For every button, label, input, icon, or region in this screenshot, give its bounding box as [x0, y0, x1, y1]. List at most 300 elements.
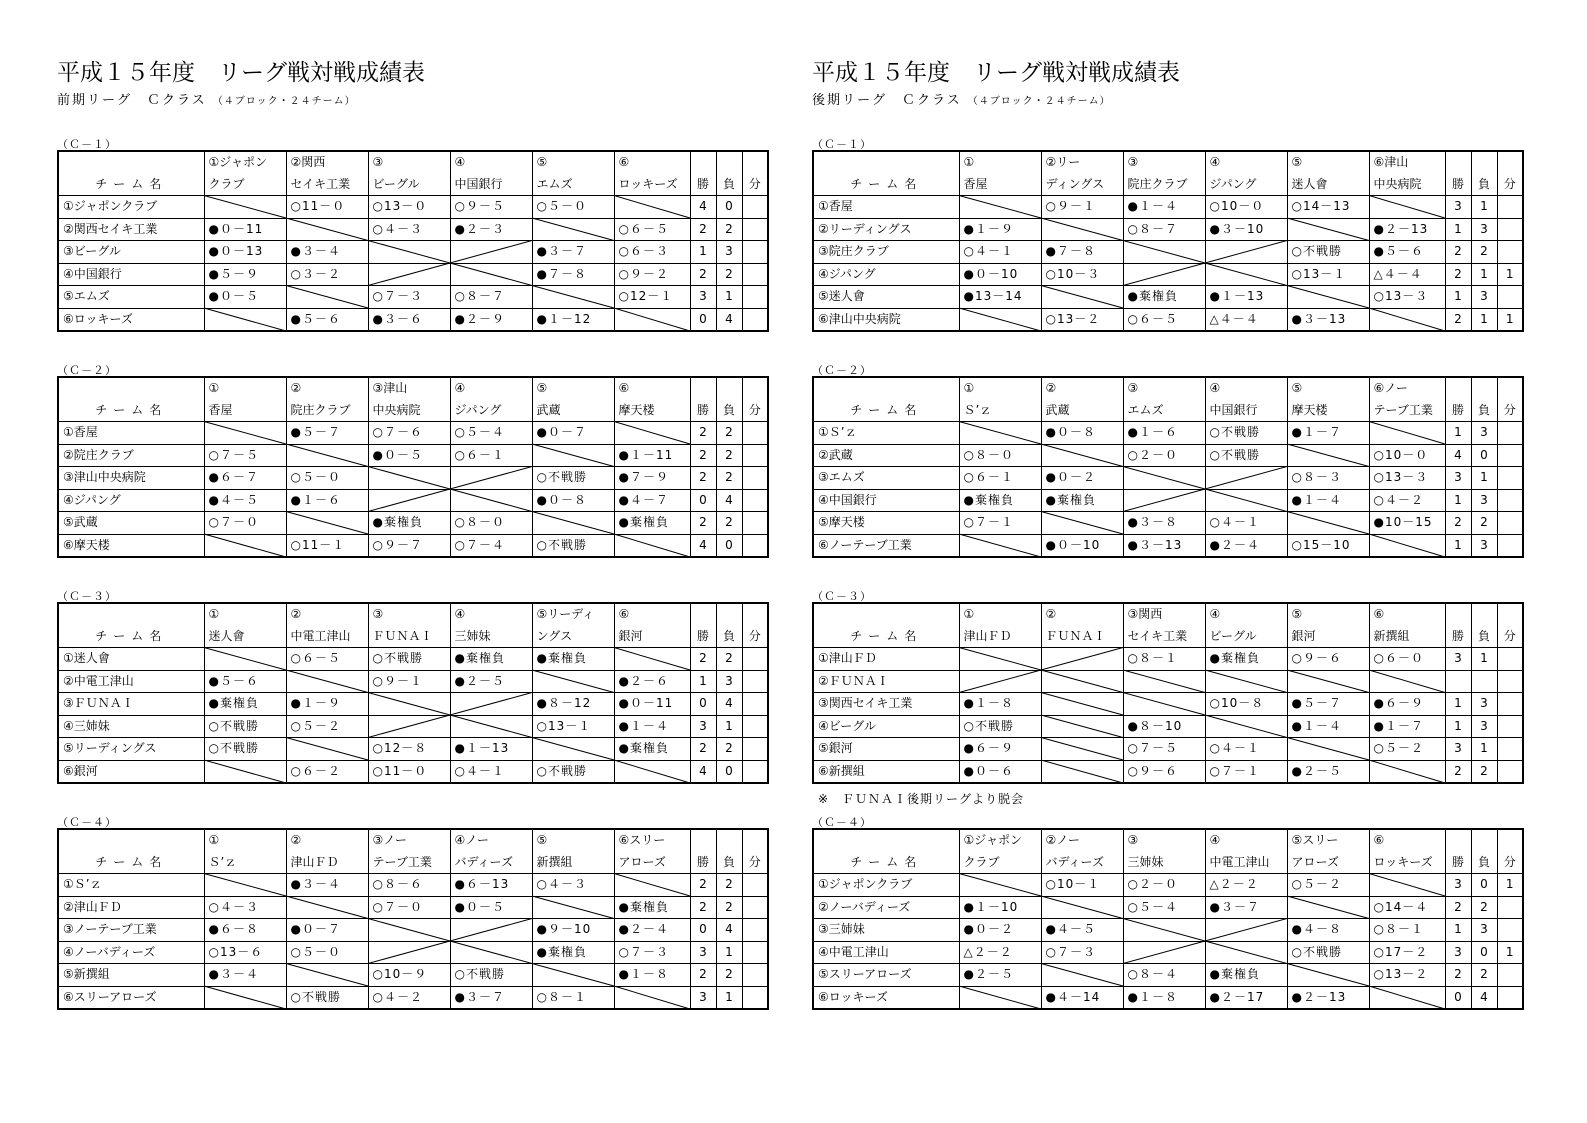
- match-result: ○５－４: [1123, 896, 1205, 919]
- results-table: [57, 602, 769, 784]
- block-label: （Ｃ－３）: [812, 590, 872, 603]
- table-row: [58, 534, 768, 557]
- losses-count: 2: [716, 218, 742, 241]
- match-result: ○９－５: [450, 196, 532, 219]
- match-result: ○不戦勝: [959, 715, 1041, 738]
- match-result: [1123, 241, 1205, 264]
- column-header-top: ⑤リーディ: [532, 603, 614, 626]
- match-result: [959, 308, 1041, 331]
- match-result: ○17－２: [1369, 941, 1445, 964]
- draws-count: [742, 693, 768, 716]
- match-result: ●２－６: [614, 670, 690, 693]
- match-result: ●２－４: [614, 919, 690, 942]
- draws-count: [1497, 196, 1523, 219]
- match-result: ○９－６: [1123, 760, 1205, 783]
- match-result: [1041, 512, 1123, 535]
- stat-header-top: [690, 603, 716, 626]
- draws-count: [1497, 964, 1523, 987]
- match-result: [450, 489, 532, 512]
- match-result: [1123, 467, 1205, 490]
- team-name: ①ジャポンクラブ: [58, 196, 204, 219]
- page-title: 平成１５年度 リーグ戦対戦成績表: [812, 60, 1180, 86]
- match-result: ○２－０: [1123, 874, 1205, 897]
- column-header-top: ④: [1205, 151, 1287, 174]
- team-name: ②津山ＦＤ: [58, 896, 204, 919]
- column-header-top: ⑥: [1369, 829, 1445, 852]
- match-result: [204, 196, 286, 219]
- match-result: [204, 422, 286, 445]
- team-name: ③関西セイキ工業: [813, 693, 959, 716]
- wins-count: 1: [1445, 286, 1471, 309]
- column-header-top: ②ノー: [1041, 829, 1123, 852]
- match-result: ●10－15: [1369, 512, 1445, 535]
- column-header-top: ⑥津山: [1369, 151, 1445, 174]
- wins-header: 勝: [1445, 626, 1471, 648]
- match-result: [532, 512, 614, 535]
- wins-count: 2: [690, 648, 716, 671]
- match-result: ○不戦勝: [532, 467, 614, 490]
- losses-count: 2: [716, 874, 742, 897]
- losses-count: 1: [716, 286, 742, 309]
- draws-count: [1497, 896, 1523, 919]
- match-result: ○５－４: [450, 422, 532, 445]
- match-result: ○４－３: [532, 874, 614, 897]
- draws-count: [1497, 534, 1523, 557]
- losses-count: 0: [716, 534, 742, 557]
- match-result: [368, 241, 450, 264]
- subtitle-main: 前期リーグ Ｃクラス: [57, 93, 207, 108]
- draws-count: [1497, 648, 1523, 671]
- team-name: ①津山ＦＤ: [813, 648, 959, 671]
- match-result: ○４－１: [1205, 738, 1287, 761]
- team-name: ⑤リーディングス: [58, 738, 204, 761]
- match-result: [286, 286, 368, 309]
- draws-count: 1: [1497, 941, 1523, 964]
- wins-count: 1: [1445, 693, 1471, 716]
- match-result: ○９－７: [368, 534, 450, 557]
- losses-header: 負: [716, 626, 742, 648]
- results-table: [812, 376, 1524, 558]
- losses-count: 2: [1471, 964, 1497, 987]
- stat-header-top: [1471, 829, 1497, 852]
- column-header-bottom: セイキ工業: [1123, 626, 1205, 648]
- wins-count: 4: [690, 196, 716, 219]
- match-result: [1123, 489, 1205, 512]
- team-name: ①迷人會: [58, 648, 204, 671]
- team-name: ②武蔵: [813, 444, 959, 467]
- match-result: ●５－６: [1369, 241, 1445, 264]
- draws-count: [742, 919, 768, 942]
- wins-count: 2: [1445, 241, 1471, 264]
- stat-header-top: [716, 151, 742, 174]
- table-row: [813, 874, 1523, 897]
- match-result: ○５－２: [1369, 738, 1445, 761]
- column-header-top: ④: [1205, 377, 1287, 400]
- match-result: [1369, 760, 1445, 783]
- draws-count: [742, 941, 768, 964]
- match-result: ●４－５: [1041, 919, 1123, 942]
- match-result: [286, 670, 368, 693]
- column-header-bottom: エムズ: [532, 174, 614, 196]
- match-result: ●棄権負: [959, 489, 1041, 512]
- withdrawal-note: ※ ＦＵＮＡＩ後期リーグより脱会: [818, 792, 1025, 806]
- block-label: （Ｃ－２）: [812, 364, 872, 377]
- match-result: [1205, 941, 1287, 964]
- match-result: ●０－５: [368, 444, 450, 467]
- match-result: ○13－２: [1369, 964, 1445, 987]
- wins-header: 勝: [1445, 174, 1471, 196]
- column-header-bottom: ジパング: [1205, 174, 1287, 196]
- losses-header: 負: [1471, 852, 1497, 874]
- wins-count: 3: [1445, 941, 1471, 964]
- column-header-top: ②: [1041, 603, 1123, 626]
- match-result: ●１－８: [959, 693, 1041, 716]
- match-result: [450, 263, 532, 286]
- draws-count: [1497, 986, 1523, 1009]
- match-result: [1287, 286, 1369, 309]
- match-result: ●棄権負: [532, 648, 614, 671]
- draws-count: [742, 444, 768, 467]
- draws-count: [1497, 444, 1523, 467]
- match-result: [1369, 196, 1445, 219]
- match-result: [204, 986, 286, 1009]
- match-result: ●０－６: [959, 760, 1041, 783]
- team-name: ⑥津山中央病院: [813, 308, 959, 331]
- name-header-top: [813, 603, 959, 626]
- match-result: ○７－３: [614, 941, 690, 964]
- column-header-bottom: ロッキーズ: [614, 174, 690, 196]
- losses-count: 0: [1471, 874, 1497, 897]
- match-result: ●１－７: [1369, 715, 1445, 738]
- losses-count: 1: [716, 986, 742, 1009]
- match-result: ○５－０: [286, 467, 368, 490]
- wins-count: 3: [1445, 196, 1471, 219]
- table-row: [813, 941, 1523, 964]
- column-header-top: ⑤: [532, 377, 614, 400]
- draws-header: 分: [742, 174, 768, 196]
- draws-count: [742, 896, 768, 919]
- table-row: [58, 196, 768, 219]
- results-table: [57, 828, 769, 1010]
- table-row: [58, 738, 768, 761]
- column-header-bottom: 津山ＦＤ: [286, 852, 368, 874]
- match-result: ●０－11: [614, 693, 690, 716]
- match-result: [1205, 670, 1287, 693]
- match-result: [959, 670, 1041, 693]
- match-result: ●１－８: [614, 964, 690, 987]
- table-row: [813, 196, 1523, 219]
- match-result: ●２－13: [1369, 218, 1445, 241]
- column-header-bottom: 津山ＦＤ: [959, 626, 1041, 648]
- losses-count: 2: [1471, 896, 1497, 919]
- column-header-top: ⑥: [1369, 603, 1445, 626]
- match-result: ●１－４: [1123, 196, 1205, 219]
- column-header-top: ②: [286, 377, 368, 400]
- match-result: [204, 308, 286, 331]
- draws-count: [1497, 715, 1523, 738]
- match-result: ○８－４: [1123, 964, 1205, 987]
- match-result: ●３－13: [1287, 308, 1369, 331]
- match-result: ○13－２: [1041, 308, 1123, 331]
- wins-count: 2: [1445, 896, 1471, 919]
- table-row: [58, 489, 768, 512]
- table-row: [813, 715, 1523, 738]
- match-result: [1123, 919, 1205, 942]
- match-result: ●０－５: [450, 896, 532, 919]
- column-header-bottom: 中電工津山: [1205, 852, 1287, 874]
- losses-count: [1471, 670, 1497, 693]
- match-result: [1041, 286, 1123, 309]
- table-row: [58, 444, 768, 467]
- name-header-top: [813, 377, 959, 400]
- losses-count: 4: [716, 693, 742, 716]
- block-label: （Ｃ－１）: [57, 138, 117, 151]
- column-header-bottom: 迷人會: [1287, 174, 1369, 196]
- wins-count: 0: [1445, 986, 1471, 1009]
- match-result: [532, 444, 614, 467]
- draws-count: [742, 218, 768, 241]
- match-result: [1041, 444, 1123, 467]
- match-result: ○８－３: [1287, 467, 1369, 490]
- wins-count: 1: [1445, 422, 1471, 445]
- match-result: ○７－１: [1205, 760, 1287, 783]
- match-result: [286, 738, 368, 761]
- match-result: [959, 986, 1041, 1009]
- match-result: ○８－１: [1123, 648, 1205, 671]
- wins-count: 2: [1445, 263, 1471, 286]
- table-row: [813, 760, 1523, 783]
- team-name: ④中国銀行: [813, 489, 959, 512]
- losses-count: 2: [1471, 241, 1497, 264]
- column-header-bottom: バディーズ: [450, 852, 532, 874]
- match-result: [286, 444, 368, 467]
- block-label: （Ｃ－２）: [57, 364, 117, 377]
- team-name-header: チーム名: [813, 400, 959, 422]
- match-result: [532, 964, 614, 987]
- match-result: ○２－０: [1123, 444, 1205, 467]
- match-result: [204, 648, 286, 671]
- column-header-bottom: 銀河: [614, 626, 690, 648]
- column-header-bottom: Ｓ’ｚ: [204, 852, 286, 874]
- match-result: ○13－０: [368, 196, 450, 219]
- column-header-top: ⑤: [532, 829, 614, 852]
- team-name: ③院庄クラブ: [813, 241, 959, 264]
- team-name: ①Ｓ’ｚ: [813, 422, 959, 445]
- match-result: [614, 648, 690, 671]
- match-result: ●２－５: [1287, 760, 1369, 783]
- match-result: [368, 489, 450, 512]
- team-name: ④ビーグル: [813, 715, 959, 738]
- match-result: ●棄権負: [204, 693, 286, 716]
- team-name: ③三姉妹: [813, 919, 959, 942]
- wins-count: 1: [1445, 534, 1471, 557]
- stat-header-top: [690, 377, 716, 400]
- match-result: ●３－８: [1123, 512, 1205, 535]
- team-name: ⑤迷人會: [813, 286, 959, 309]
- column-header-bottom: クラブ: [204, 174, 286, 196]
- wins-count: 3: [1445, 738, 1471, 761]
- match-result: ○６－１: [450, 444, 532, 467]
- match-result: ○４－３: [368, 218, 450, 241]
- team-name: ④三姉妹: [58, 715, 204, 738]
- column-header-top: ⑤: [1287, 603, 1369, 626]
- match-result: [1041, 738, 1123, 761]
- match-result: ●２－17: [1205, 986, 1287, 1009]
- draws-count: [742, 308, 768, 331]
- losses-count: 1: [1471, 467, 1497, 490]
- stat-header-top: [1471, 151, 1497, 174]
- team-name: ③津山中央病院: [58, 467, 204, 490]
- team-name: ⑤摩天楼: [813, 512, 959, 535]
- match-result: [532, 218, 614, 241]
- losses-count: 3: [1471, 715, 1497, 738]
- match-result: ○10－３: [1041, 263, 1123, 286]
- team-name: ①ジャポンクラブ: [813, 874, 959, 897]
- column-header-top: ⑥スリー: [614, 829, 690, 852]
- match-result: ○８－０: [959, 444, 1041, 467]
- stat-header-top: [742, 603, 768, 626]
- draws-header: 分: [742, 852, 768, 874]
- match-result: [368, 919, 450, 942]
- draws-count: 1: [1497, 874, 1523, 897]
- draws-count: [742, 738, 768, 761]
- column-header-top: ⑤: [1287, 151, 1369, 174]
- column-header-top: ⑥: [614, 603, 690, 626]
- stat-header-top: [1497, 829, 1523, 852]
- match-result: △４－４: [1205, 308, 1287, 331]
- match-result: [286, 512, 368, 535]
- column-header-bottom: エムズ: [1123, 400, 1205, 422]
- match-result: ●棄権負: [614, 738, 690, 761]
- match-result: ●３－７: [1205, 896, 1287, 919]
- match-result: ●４－５: [204, 489, 286, 512]
- match-result: [1369, 986, 1445, 1009]
- draws-count: [742, 489, 768, 512]
- match-result: ●７－８: [1041, 241, 1123, 264]
- match-result: ○11－０: [368, 760, 450, 783]
- results-table: [57, 376, 769, 558]
- stat-header-top: [716, 603, 742, 626]
- team-name: ④ジパング: [813, 263, 959, 286]
- wins-count: 2: [690, 512, 716, 535]
- column-header-bottom: 院庄クラブ: [286, 400, 368, 422]
- match-result: [450, 467, 532, 490]
- column-header-bottom: 新撰組: [532, 852, 614, 874]
- losses-count: 0: [716, 760, 742, 783]
- losses-header: 負: [716, 174, 742, 196]
- stat-header-top: [742, 829, 768, 852]
- match-result: [286, 964, 368, 987]
- match-result: [1123, 941, 1205, 964]
- match-result: ○不戦勝: [286, 986, 368, 1009]
- match-result: ●３－７: [532, 241, 614, 264]
- column-header-top: ①: [959, 377, 1041, 400]
- team-name: ⑤銀河: [813, 738, 959, 761]
- match-result: [1041, 218, 1123, 241]
- match-result: [959, 196, 1041, 219]
- match-result: [1369, 422, 1445, 445]
- wins-count: 4: [690, 760, 716, 783]
- draws-count: [1497, 489, 1523, 512]
- match-result: ●１－13: [450, 738, 532, 761]
- draws-header: 分: [1497, 852, 1523, 874]
- stat-header-top: [690, 829, 716, 852]
- match-result: ○９－２: [614, 263, 690, 286]
- match-result: ○不戦勝: [1205, 422, 1287, 445]
- match-result: [1041, 715, 1123, 738]
- losses-count: 3: [1471, 489, 1497, 512]
- match-result: ●１－４: [1287, 489, 1369, 512]
- match-result: ○７－５: [204, 444, 286, 467]
- draws-count: [742, 648, 768, 671]
- block-label: （Ｃ－３）: [57, 590, 117, 603]
- match-result: ○６－２: [286, 760, 368, 783]
- column-header-top: ②関西: [286, 151, 368, 174]
- match-result: ●１－11: [614, 444, 690, 467]
- match-result: ○４－１: [1205, 512, 1287, 535]
- draws-count: [1497, 241, 1523, 264]
- block-label: （Ｃ－１）: [812, 138, 872, 151]
- losses-count: 4: [716, 919, 742, 942]
- column-header-top: ④ノー: [450, 829, 532, 852]
- wins-count: 4: [690, 534, 716, 557]
- match-result: ●３－13: [1123, 534, 1205, 557]
- draws-count: [1497, 760, 1523, 783]
- wins-count: 1: [1445, 218, 1471, 241]
- table-row: [813, 738, 1523, 761]
- wins-count: 1: [690, 241, 716, 264]
- table-row: [813, 534, 1523, 557]
- wins-count: 0: [690, 693, 716, 716]
- team-name: ①香屋: [813, 196, 959, 219]
- name-header-top: [813, 151, 959, 174]
- match-result: ○11－１: [286, 534, 368, 557]
- match-result: ○５－０: [286, 941, 368, 964]
- draws-count: [742, 874, 768, 897]
- match-result: ●２－５: [450, 670, 532, 693]
- losses-count: 4: [716, 489, 742, 512]
- match-result: ●棄権負: [614, 512, 690, 535]
- match-result: ○８－１: [532, 986, 614, 1009]
- match-result: [1041, 964, 1123, 987]
- match-result: ○10－１: [1041, 874, 1123, 897]
- match-result: ●１－８: [1123, 986, 1205, 1009]
- column-header-bottom: 三姉妹: [450, 626, 532, 648]
- match-result: [1369, 308, 1445, 331]
- column-header-bottom: 迷人會: [204, 626, 286, 648]
- draws-count: [742, 196, 768, 219]
- team-name: ③ビーグル: [58, 241, 204, 264]
- losses-count: 3: [716, 241, 742, 264]
- column-header-bottom: アローズ: [1287, 852, 1369, 874]
- column-header-top: ②リー: [1041, 151, 1123, 174]
- name-header-top: [58, 603, 204, 626]
- match-result: ●２－９: [450, 308, 532, 331]
- team-name: ④中電工津山: [813, 941, 959, 964]
- team-name: ⑥摩天楼: [58, 534, 204, 557]
- match-result: [1123, 263, 1205, 286]
- match-result: ○８－７: [1123, 218, 1205, 241]
- table-row: [813, 286, 1523, 309]
- match-result: [1205, 241, 1287, 264]
- match-result: ○６－５: [1123, 308, 1205, 331]
- team-name: ②院庄クラブ: [58, 444, 204, 467]
- match-result: [1369, 670, 1445, 693]
- match-result: [1205, 489, 1287, 512]
- match-result: ●３－４: [286, 241, 368, 264]
- losses-count: 1: [1471, 738, 1497, 761]
- column-header-top: ④: [450, 151, 532, 174]
